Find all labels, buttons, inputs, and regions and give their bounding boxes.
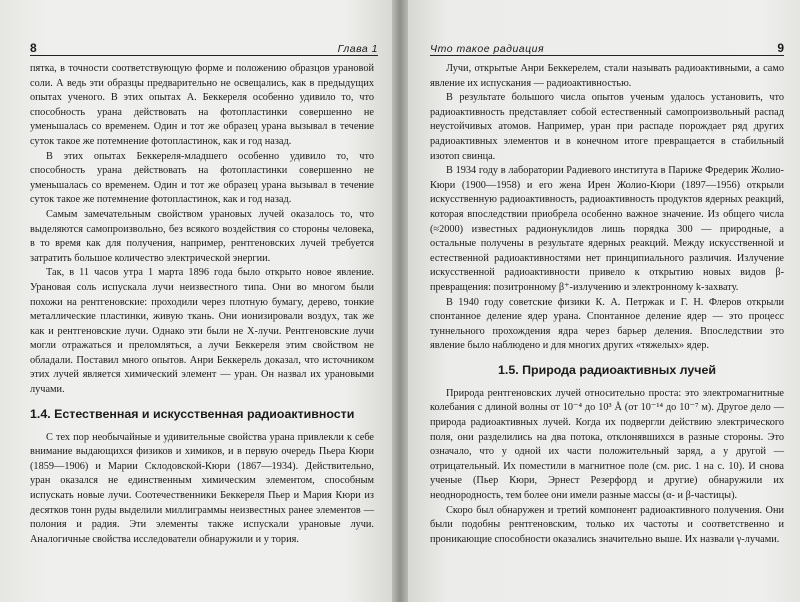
paragraph: пятка, в точности соответствующую форме и положению образцов урановой соли. А ведь эти образцы предварительно не освещались, как в предыдущих опытах ученого. В этих опытах А. Беккереля особенно удивило то, что способность урана действовать на фотопластинки совершенно не уменьшалась со временем. Один и тот же образец урана вызывал в течение суток такое же потемнение фотопластинок, как и год назад. [30,63,374,147]
paragraph: Так, в 11 часов утра 1 марта 1896 года было открыто новое явление. Урановая соль испускала лучи неизвестного типа. Они во многом были похожи на рентгеновские: проходили через плотную бумагу, дерево, тонкие металлические пластинки, живую ткань. Они ионизировали воздух, так же как и рентгеновские лучи. Однако эти были не X-лучи. Рентгеновские лучи могли отражаться и преломляться, а лучи Беккереля этим свойством не обладали. Поставил много опытов. Анри Беккерель доказал, что источником этих лучей является химический элемент — уран. Он назвал их урановыми лучами. [30,267,374,396]
paragraph: В этих опытах Беккереля-младшего особенно удивило то, что способность урана действовать на фотопластинки совершенно не уменьшалась со временем. Один и тот же образец урана вызывал в течение суток такое же потемнение фотопластинок, как и год назад. [30,150,374,206]
running-title: Глава 1 [337,43,378,55]
page-body [430,62,784,547]
page-number: 8 [30,41,37,55]
paragraph: Скоро был обнаружен и третий компонент радиоактивного получения. Они были подобны рентгеновским, только их частоты и соответственно и проникающие способности оказались значительно выше. Их назвали γ-лучами. [430,504,784,545]
page-number: 9 [777,41,784,55]
paragraph: С тех пор необычайные и удивительные свойства урана привлекли к себе внимание выдающихся физиков и химиков, и в первую очередь Пьера Кюри (1859—1906) и Марии Склодовской-Кюри (1867—1934). Действительно, уран оказался не единственным химическим элементом, способным испускать новые лучи. Соотечественники Беккереля Пьер и Мария Кюри из десятков тонн руды выделили миллиграммы неизвестных ранее элементов — полония и радия. Эти элементы также испускали урановые лучи. Аналогичные свойства исследователи обнаружили и у тория. [30,431,374,545]
running-header [430,38,784,56]
book-gutter [392,0,408,602]
section-heading: 1.4. Естественная и искусственная радиоактивности [30,406,355,421]
left-page [0,0,392,602]
page-body [30,62,374,547]
paragraph: Самым замечательным свойством урановых лучей оказалось то, что выделяются самопроизвольно, без всякого воздействия со стороны человека, в то время как для получения, например, рентгеновских лучей требуется затратить большое количество электрической энергии. [30,208,374,264]
running-title: Что такое радиация [430,43,545,55]
paragraph: Природа рентгеновских лучей относительно проста: это электромагнитные колебания с длиной волны от 10⁻⁴ до 10³ Å (от 10⁻¹⁴ до 10⁻⁷ м). Другое дело — природа радиоактивных лучей. Когда их подвергли действию электрического поля, они разделились на два потока, отклонявшихся в разные стороны. Это означало, что у одной их части положительный заряд, а у другой — отрицательный. Их поместили в магнитное поле (см. рис. 1 на с. 10). И снова ученые (Пьер Кюри, Эрнест Резерфорд и другие) обнаружили их неоднородность, тем более они имели разные массы (α- и β-частицы). [430,387,784,502]
paragraph: Лучи, открытые Анри Беккерелем, стали называть радиоактивными, а само явление их испускания — радиоактивностью. [430,63,784,89]
right-page [408,0,800,602]
paragraph: В результате большого числа опытов ученым удалось установить, что радиоактивность представляет собой естественный самопроизвольный распад неустойчивых атомов. Например, уран при распаде порождает ряд других радиоактивных элементов и в конечном итоге превращается в стабильный изотоп свинца. [430,92,784,162]
paragraph: В 1934 году в лаборатории Радиевого института в Париже Фредерик Жолио-Кюри (1900—1958) и его жена Ирен Жолио-Кюри (1897—1956) открыли искусственную радиоактивность, радиоактивность продуктов ядерных реакций, которая впоследствии приобрела особенно важное значение. Из общего числа (≈2000) известных радионуклидов лишь порядка 300 — природные, а остальные получены в результате ядерных реакций. Между искусственной и естественной радиоактивностями нет принципиального различия. Излучение искусственной радиоактивности привело к открытию новых видов β-превращения: позитронному β⁺-излучению и электронному k-захвату. [430,165,784,293]
running-header [30,38,378,56]
section-heading: 1.5. Природа радиоактивных лучей [498,362,716,377]
paragraph: В 1940 году советские физики К. А. Петржак и Г. Н. Флеров открыли спонтанное деление ядер урана. Спонтанное деление ядер — это процесс туннельного прохождения ядра через барьер деления. Впоследствии это явление было наблюдено и для многих других «тяжелых» ядер. [430,296,784,352]
